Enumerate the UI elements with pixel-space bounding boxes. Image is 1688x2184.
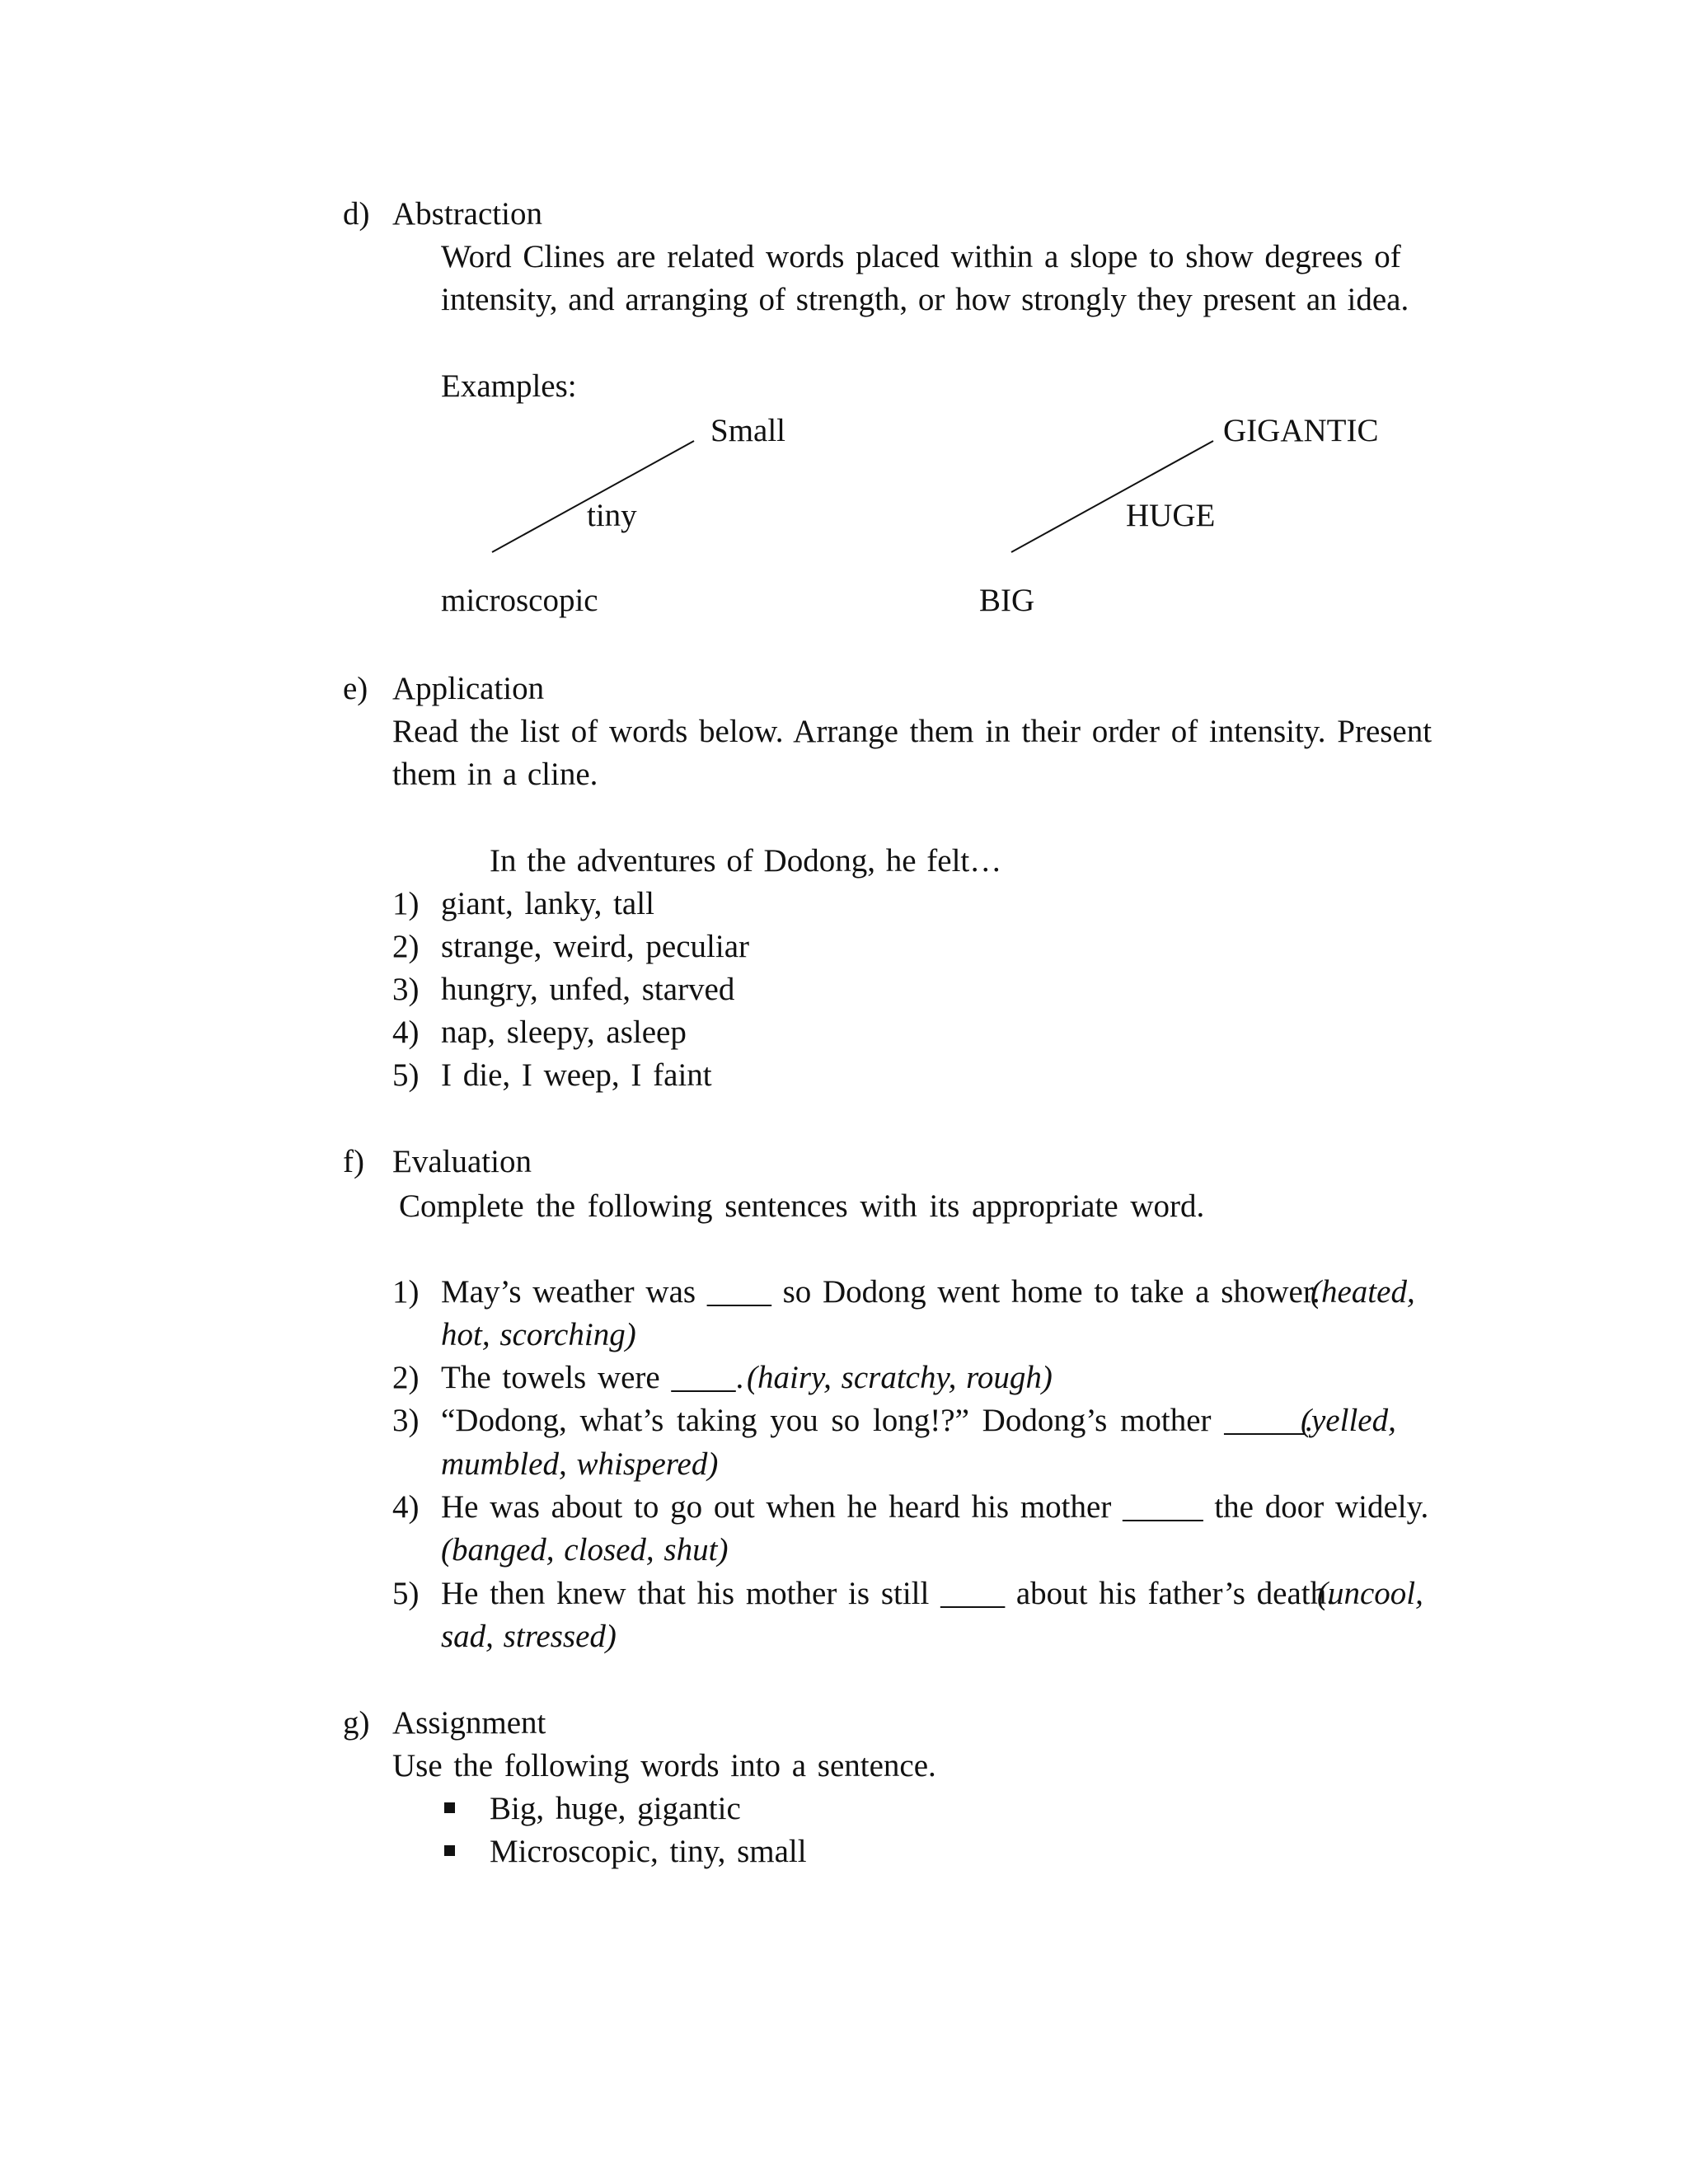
assignment-bullet-item: Big, huge, gigantic	[490, 1791, 741, 1826]
evaluation-item-choices-cont: sad, stressed)	[441, 1619, 617, 1654]
square-bullet-icon	[444, 1802, 455, 1813]
section-e-heading: Application	[392, 671, 545, 706]
application-item-num: 5)	[392, 1057, 420, 1093]
cline-small-bottom: microscopic	[441, 583, 598, 618]
section-e-marker: e)	[343, 671, 368, 706]
section-d-marker: d)	[343, 196, 370, 232]
evaluation-item-choices: (uncool,	[1317, 1576, 1423, 1611]
definition-text-1: Word Clines are related words placed within a slope to show degrees of	[441, 239, 1401, 274]
evaluation-item-choices-cont: hot, scorching)	[441, 1317, 636, 1352]
assignment-instruction: Use the following words into a sentence.	[392, 1748, 936, 1783]
cline-small-top: Small	[710, 413, 786, 448]
definition-line-2: intensity, and arranging of strength, or how strongly they present an idea.	[441, 282, 1409, 317]
evaluation-item-sentence: He was about to go out when he heard his mother _____ the door widely.	[441, 1489, 1429, 1525]
evaluation-item-choices-cont: (banged, closed, shut)	[441, 1532, 729, 1568]
evaluation-item-choices-cont: mumbled, whispered)	[441, 1446, 719, 1482]
application-item-text: nap, sleepy, asleep	[441, 1015, 687, 1050]
section-d-heading: Abstraction	[392, 196, 542, 232]
application-item-num: 1)	[392, 886, 420, 921]
application-item-num: 2)	[392, 929, 420, 964]
section-f-marker: f)	[343, 1144, 364, 1179]
square-bullet-icon	[444, 1845, 455, 1856]
section-g-marker: g)	[343, 1705, 370, 1741]
cline-small-middle: tiny	[587, 498, 637, 533]
application-instruction-2: them in a cline.	[392, 757, 598, 792]
evaluation-instruction: Complete the following sentences with its appropriate word.	[399, 1188, 1205, 1224]
application-item-num: 3)	[392, 972, 420, 1007]
evaluation-item-sentence: He then knew that his mother is still ____ about his father’s death.	[441, 1576, 1334, 1611]
application-item-num: 4)	[392, 1015, 420, 1050]
application-item-text: hungry, unfed, starved	[441, 972, 735, 1007]
evaluation-item-choices: (heated,	[1311, 1274, 1415, 1310]
evaluation-item-choices: (yelled,	[1301, 1403, 1396, 1438]
assignment-bullet-item: Microscopic, tiny, small	[490, 1834, 807, 1869]
evaluation-item-sentence: May’s weather was ____ so Dodong went home to take a shower.	[441, 1274, 1320, 1310]
examples-label: Examples:	[441, 368, 577, 404]
cline-big-middle: HUGE	[1126, 498, 1216, 533]
application-item-text: strange, weird, peculiar	[441, 929, 750, 964]
application-item-text: I die, I weep, I faint	[441, 1057, 712, 1093]
cline-big-top: GIGANTIC	[1223, 413, 1379, 448]
evaluation-item-num: 5)	[392, 1576, 420, 1611]
evaluation-item-choices: (hairy, scratchy, rough)	[747, 1360, 1053, 1395]
evaluation-item-sentence: “Dodong, what’s taking you so long!?” Dodong’s mother _____.	[441, 1403, 1313, 1438]
evaluation-item-num: 1)	[392, 1274, 420, 1310]
section-g-heading: Assignment	[392, 1705, 546, 1741]
application-instruction-1: Read the list of words below. Arrange them in their order of intensity. Present	[392, 714, 1432, 749]
evaluation-item-num: 3)	[392, 1403, 420, 1438]
application-item-text: giant, lanky, tall	[441, 886, 654, 921]
evaluation-item-num: 2)	[392, 1360, 420, 1395]
application-prompt: In the adventures of Dodong, he felt…	[490, 843, 1002, 879]
section-f-heading: Evaluation	[392, 1144, 532, 1179]
evaluation-item-num: 4)	[392, 1489, 420, 1525]
cline-big-bottom: BIG	[979, 583, 1035, 618]
evaluation-item-sentence: The towels were ____.	[441, 1360, 744, 1395]
